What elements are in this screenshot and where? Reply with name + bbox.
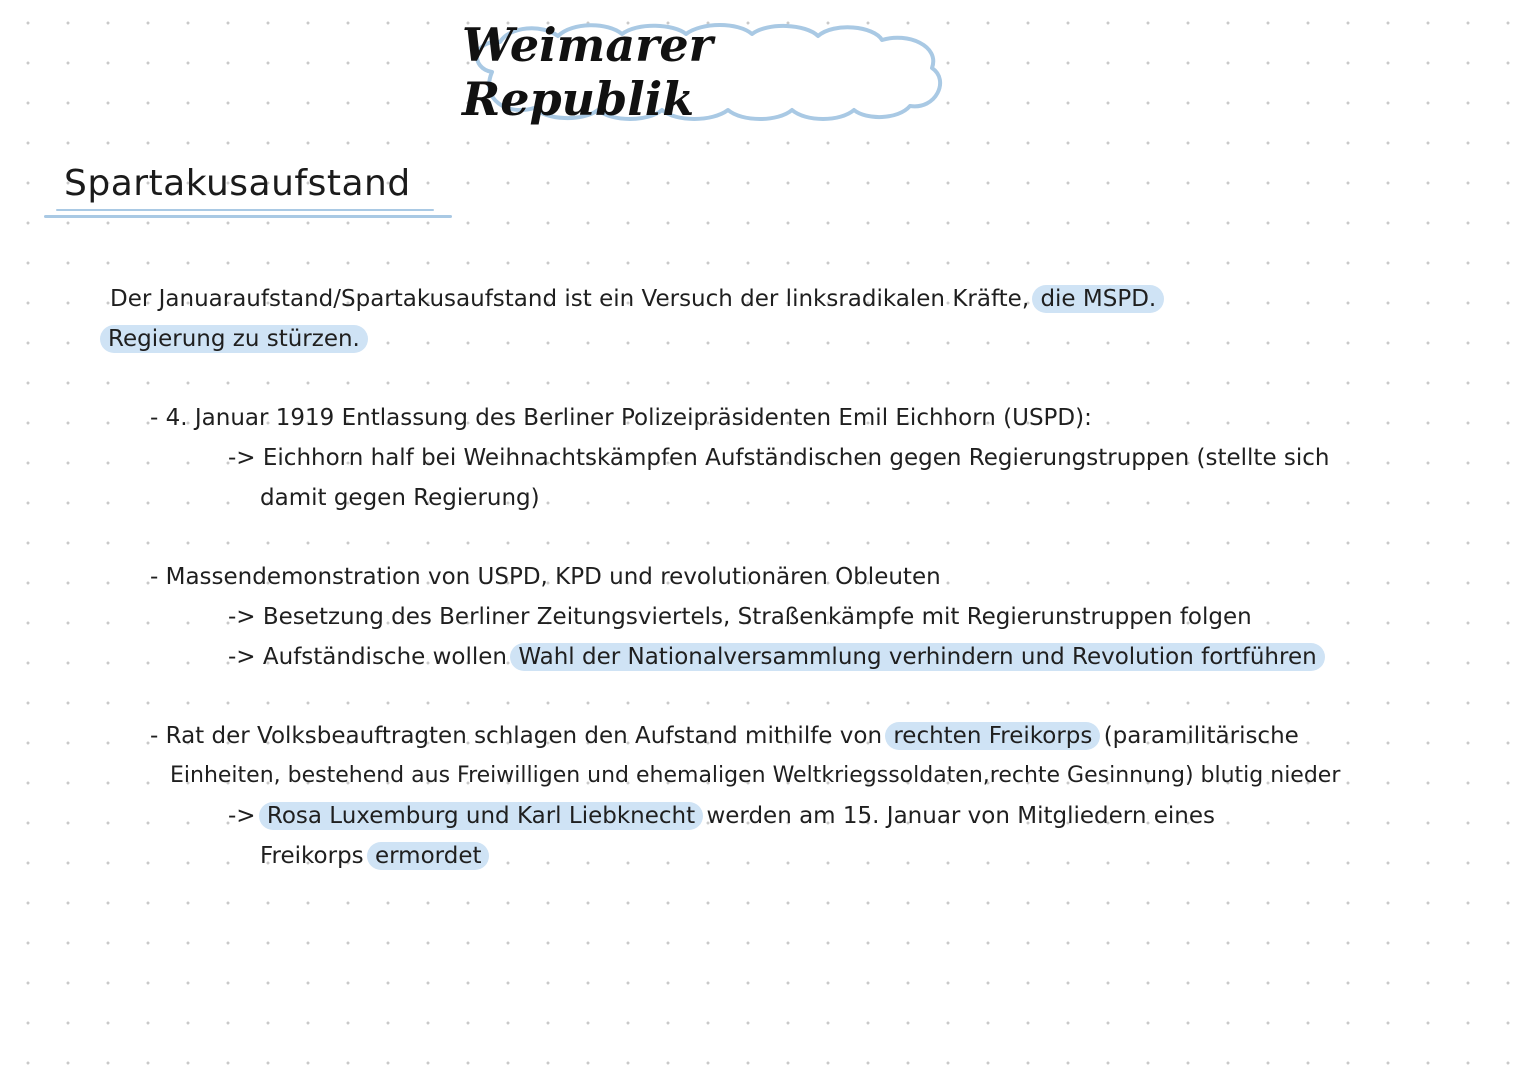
highlight: die MSPD. xyxy=(1032,285,1164,313)
bullet-point-2: - Massendemonstration von USPD, KPD und revolutionären Obleuten xyxy=(150,564,941,590)
section-underline-short xyxy=(56,209,434,211)
sub-point-1-1-cont: damit gegen Regierung) xyxy=(260,485,540,511)
bullet-text: - Rat der Volksbeauftragten schlagen den Aufstand mithilfe von xyxy=(150,723,883,749)
highlight: Rosa Luxemburg und Karl Liebknecht xyxy=(259,802,703,830)
title-cloud xyxy=(462,20,952,124)
highlight: rechten Freikorps xyxy=(885,722,1100,750)
section-title: Spartakusaufstand xyxy=(64,163,411,204)
bullet-point-3-cont: Einheiten, bestehend aus Freiwilligen und ehemaligen Weltkriegssoldaten,rechte Gesinnung) blutig nieder xyxy=(170,763,1341,788)
sub-point-2-1: -> Besetzung des Berliner Zeitungsviertels, Straßenkämpfe mit Regierunstruppen folgen xyxy=(228,604,1252,630)
intro-line-1 xyxy=(110,284,1160,314)
bullet-point-3 xyxy=(150,721,1299,751)
intro-line-2 xyxy=(104,324,364,354)
sub-point-text: Freikorps xyxy=(260,843,364,869)
highlight: Regierung zu stürzen. xyxy=(100,325,368,353)
section-underline xyxy=(44,215,452,218)
intro-text: Der Januaraufstand/Spartakusaufstand ist ein Versuch der linksradikalen Kräfte, xyxy=(110,286,1030,312)
sub-point-3-1 xyxy=(228,801,1215,831)
sub-point-text: -> Aufständische wollen xyxy=(228,644,508,670)
highlight: Wahl der Nationalversammlung verhindern und Revolution fortführen xyxy=(510,643,1324,671)
arrow: -> xyxy=(228,803,256,829)
sub-point-text: werden am 15. Januar von Mitgliedern eines xyxy=(706,803,1215,829)
bullet-point-1: - 4. Januar 1919 Entlassung des Berliner Polizeipräsidenten Emil Eichhorn (USPD): xyxy=(150,405,1092,431)
sub-point-1-1: -> Eichhorn half bei Weihnachtskämpfen Aufständischen gegen Regierungstruppen (stellte sich xyxy=(228,445,1330,471)
sub-point-3-1-cont xyxy=(260,841,485,871)
highlight: ermordet xyxy=(367,842,490,870)
bullet-text: (paramilitärische xyxy=(1103,723,1299,749)
page-title: Weimarer Republik xyxy=(462,18,713,126)
sub-point-2-2 xyxy=(228,642,1321,672)
